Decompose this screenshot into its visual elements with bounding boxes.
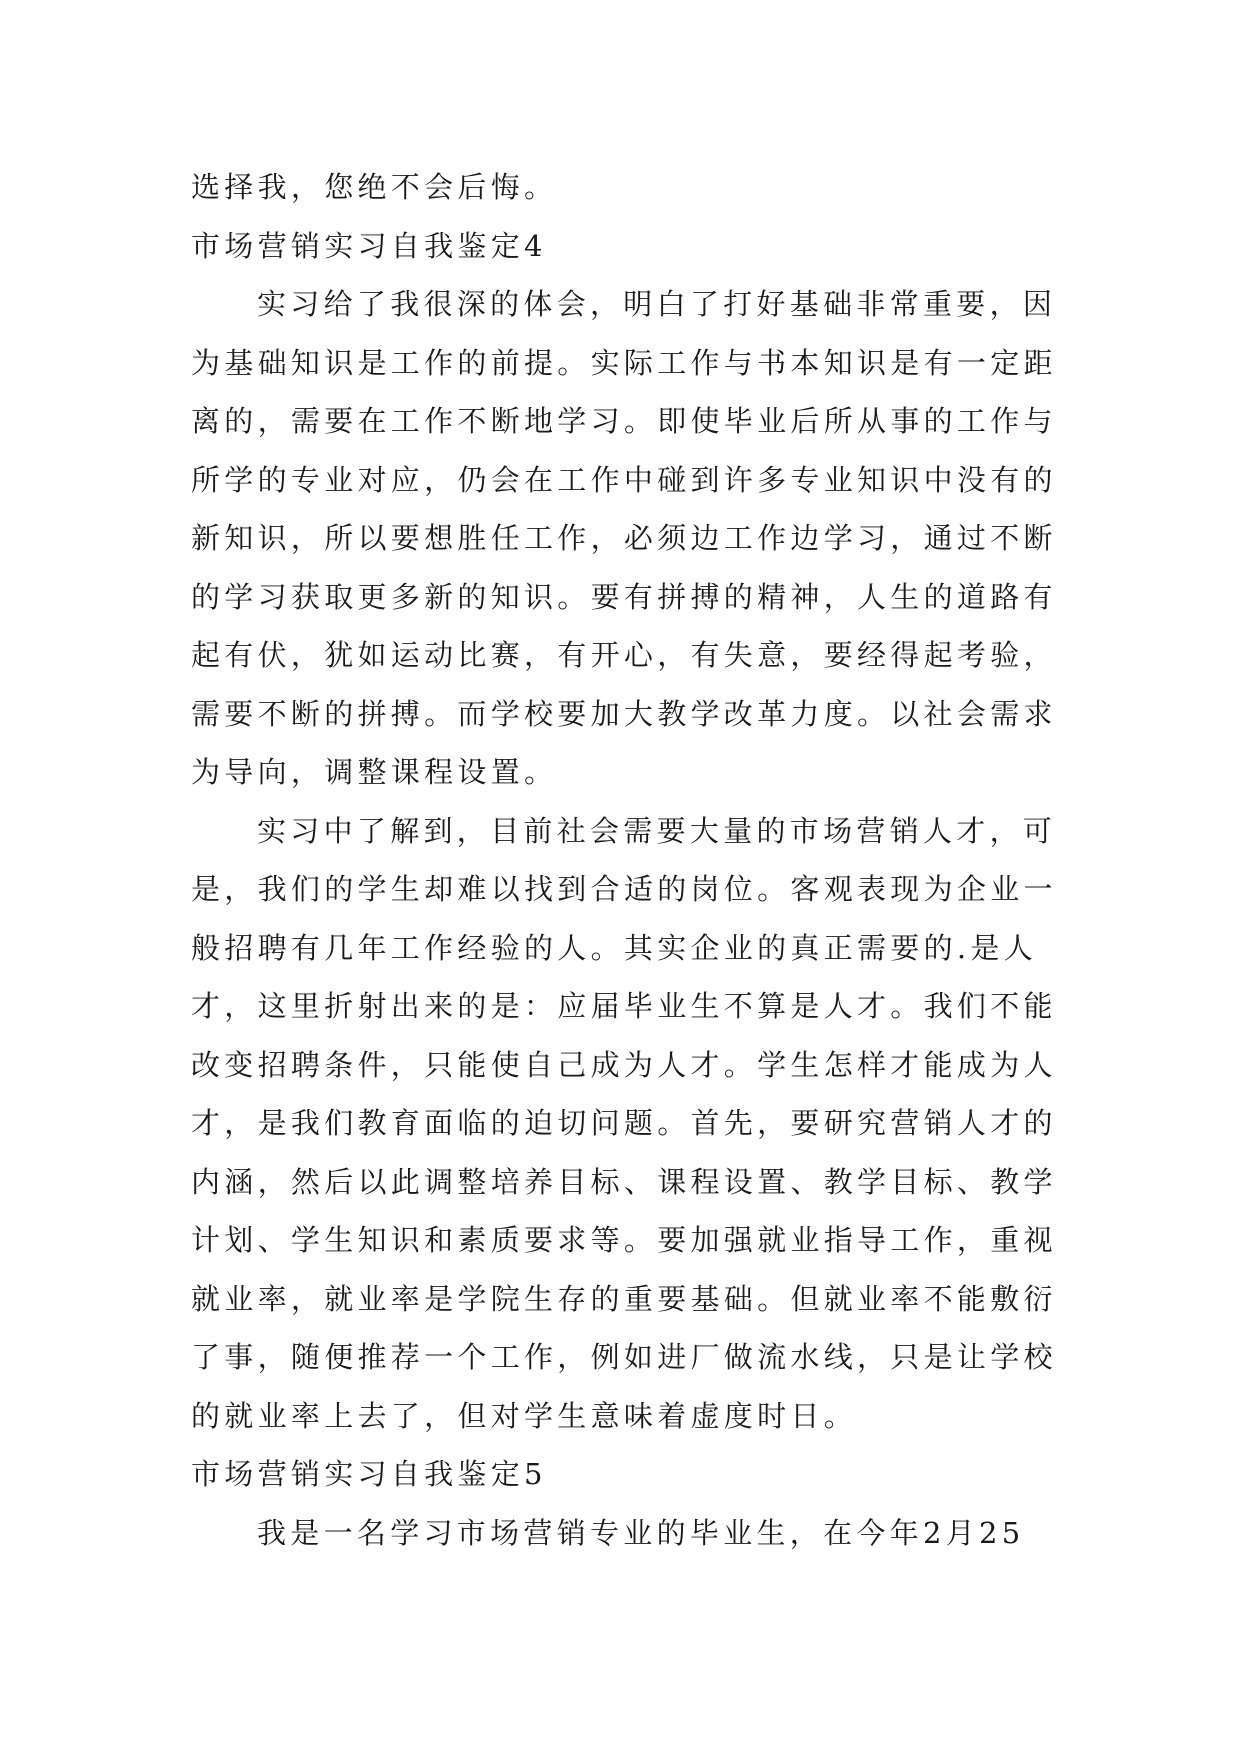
body-line: 内涵，然后以此调整培养目标、课程设置、教学目标、教学 xyxy=(191,1164,1057,1199)
body-line: 是，我们的学生却难以找到合适的岗位。客观表现为企业一 xyxy=(191,872,1057,906)
body-line: 般招聘有几年工作经验的人。其实企业的真正需要的.是人 xyxy=(191,930,1038,965)
body-line: 计划、学生知识和素质要求等。要加强就业指导工作，重视 xyxy=(191,1223,1057,1257)
body-line: 了事，随便推荐一个工作，例如进厂做流水线，只是让学校 xyxy=(191,1340,1057,1374)
body-line: 就业率，就业率是学院生存的重要基础。但就业率不能敷衍 xyxy=(191,1281,1057,1316)
paragraph-first-line: 实习中了解到，目前社会需要大量的市场营销人才，可 xyxy=(257,813,1057,848)
body-line: 选择我，您绝不会后悔。 xyxy=(191,170,558,204)
body-line: 需要不断的拼搏。而学校要加大教学改革力度。以社会需求 xyxy=(191,696,1057,731)
body-line: 为导向，调整课程设置。 xyxy=(191,755,558,789)
body-line: 起有伏，犹如运动比赛，有开心，有失意，要经得起考验， xyxy=(191,638,1057,672)
body-line: 为基础知识是工作的前提。实际工作与书本知识是有一定距 xyxy=(191,345,1057,380)
body-line: 所学的专业对应，仍会在工作中碰到许多专业知识中没有的 xyxy=(191,462,1057,497)
body-line: 的就业率上去了，但对学生意味着虚度时日。 xyxy=(191,1398,858,1433)
body-line: 才，是我们教育面临的迫切问题。首先，要研究营销人才的 xyxy=(191,1106,1057,1140)
paragraph-first-line: 实习给了我很深的体会，明白了打好基础非常重要，因 xyxy=(257,287,1057,321)
body-line: 改变招聘条件，只能使自己成为人才。学生怎样才能成为人 xyxy=(191,1047,1057,1082)
section-heading: 市场营销实习自我鉴定4 xyxy=(191,228,547,263)
body-line: 的学习获取更多新的知识。要有拼搏的精神，人生的道路有 xyxy=(191,579,1057,614)
body-line: 离的，需要在工作不断地学习。即使毕业后所从事的工作与 xyxy=(191,404,1057,438)
section-heading: 市场营销实习自我鉴定5 xyxy=(191,1457,547,1491)
paragraph-first-line: 我是一名学习市场营销专业的毕业生，在今年2月25 xyxy=(257,1515,1025,1550)
body-line: 才，这里折射出来的是：应届毕业生不算是人才。我们不能 xyxy=(191,989,1057,1023)
document-body xyxy=(191,158,1071,1562)
body-line: 新知识，所以要想胜任工作，必须边工作边学习，通过不断 xyxy=(191,521,1057,555)
